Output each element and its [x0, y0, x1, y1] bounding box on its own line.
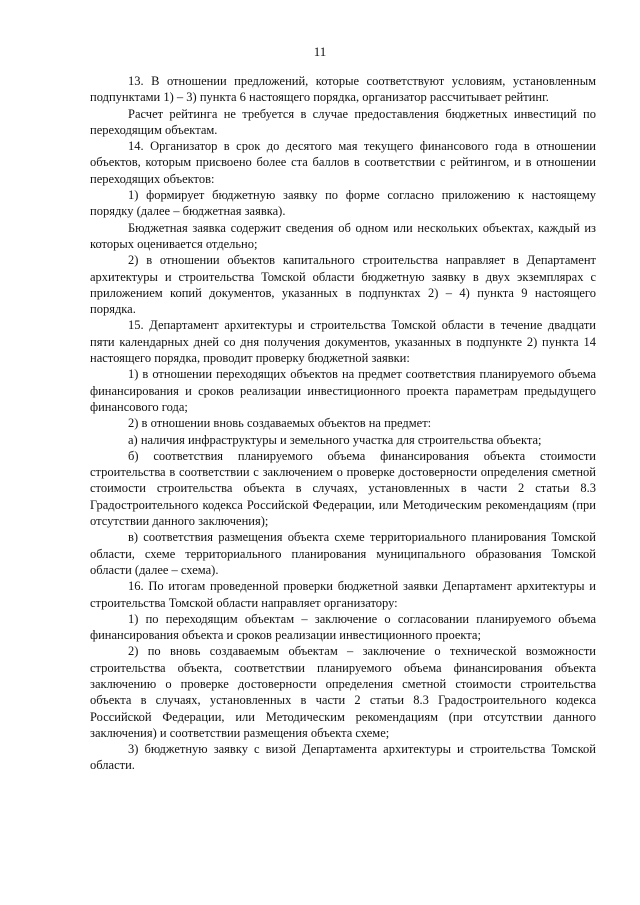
paragraph-13: 13. В отношении предложений, которые соответствуют условиям, установленным подпунктами 1) – 3) пункта 6 настоящего порядка, организатор рассчитывает рейтинг. [90, 74, 596, 105]
paragraph-15-item-2b: б) соответствия планируемого объема финансирования объекта стоимости строительства в соответствии с заключением о проверке достоверности определения сметной стоимости строительства объекта в случаях, установленных в части 2 статьи 8.3 Градостроительного кодекса Российской Федерации, или Методическим рекомендациям (при отсутствии данного заключения); [90, 448, 596, 529]
paragraph-15: 15. Департамент архитектуры и строительства Томской области в течение двадцати пяти календарных дней со дня получения документов, указанных в подпункте 2) пункта 14 настоящего порядка, проводит проверку бюджетной заявки: [90, 318, 596, 366]
paragraph-14-item-1: 1) формирует бюджетную заявку по форме согласно приложению к настоящему порядку (далее – бюджетная заявка). [90, 188, 596, 219]
paragraph-14-item-2: 2) в отношении объектов капитального строительства направляет в Департамент архитектуры и строительства Томской области бюджетную заявку в двух экземплярах с приложением копий документов, указанных в подпунктах 2) – 4) пункта 9 настоящего порядка. [90, 253, 596, 317]
paragraph-14: 14. Организатор в срок до десятого мая текущего финансового года в отношении объектов, которым присвоено более ста баллов в соответствии с рейтингом, и в отношении переходящих объектов: [90, 139, 596, 186]
paragraph-16-item-1: 1) по переходящим объектам – заключение о согласовании планируемого объема финансирования объекта и сроков реализации инвестиционного проекта; [90, 611, 596, 643]
paragraph-15-item-1: 1) в отношении переходящих объектов на предмет соответствия планируемого объема финансирования и сроков реализации инвестиционного проекта параметрам предыдущего финансового года; [90, 367, 596, 414]
page-number: 11 [313, 44, 327, 59]
paragraph-14-note: Бюджетная заявка содержит сведения об одном или нескольких объектах, каждый из которых оценивается отдельно; [90, 220, 596, 251]
paragraph-16-item-2: 2) по вновь создаваемым объектам – заключение о технической возможности строительства объекта, соответствии планируемого объема финансирования объекта заключению о проверке достоверности определения сметной стоимости строительства объекта в случаях, установленных в части 2 статьи 8.3 Градостроительного кодекса Российской Федерации, или Методическим рекомендациям (при отсутствии данного заключения) и соответствии размещения объекта схеме; [90, 644, 596, 740]
paragraph-15-item-2c: в) соответствия размещения объекта схеме территориального планирования Томской области, схеме территориального планирования муниципального образования Томской области (далее – схема). [90, 530, 596, 577]
paragraph-15-item-2: 2) в отношении вновь создаваемых объектов на предмет: [128, 416, 432, 431]
document-body [90, 73, 596, 774]
paragraph-16: 16. По итогам проведенной проверки бюджетной заявки Департамент архитектуры и строительства Томской области направляет организатору: [90, 579, 596, 610]
paragraph-16-item-3: 3) бюджетную заявку с визой Департамента архитектуры и строительства Томской области. [90, 742, 596, 773]
paragraph-13-note: Расчет рейтинга не требуется в случае предоставления бюджетных инвестиций по переходящим объектам. [90, 106, 596, 137]
paragraph-15-item-2a: а) наличия инфраструктуры и земельного участка для строительства объекта; [128, 432, 542, 447]
